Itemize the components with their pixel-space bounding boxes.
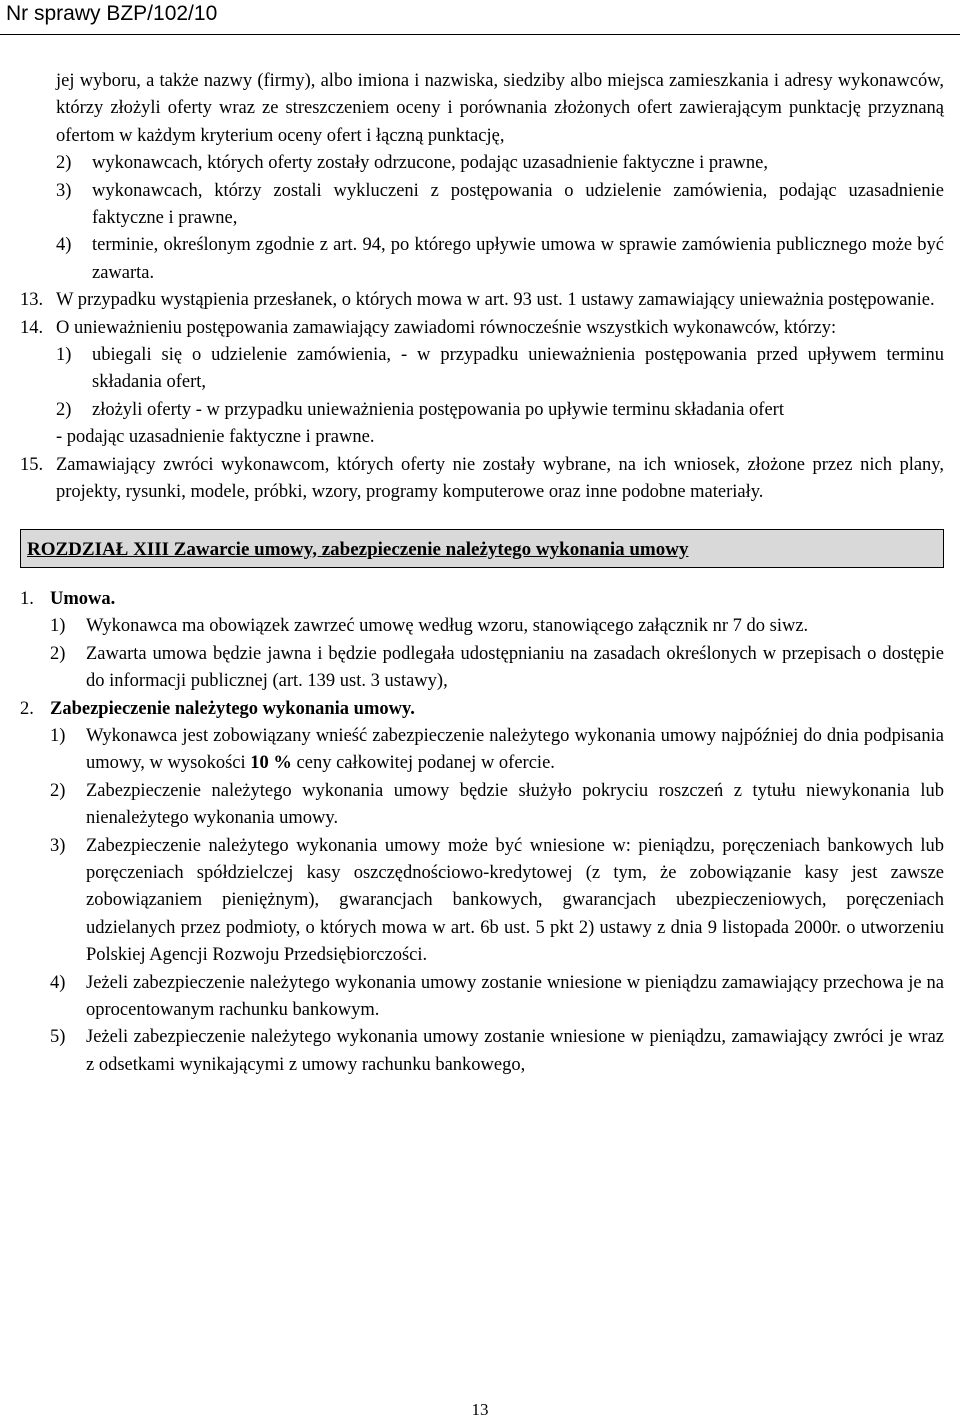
paragraph-body xyxy=(56,315,944,452)
section-title: Umowa. xyxy=(50,588,116,609)
list-text-part: Wykonawca jest zobowiązany wnieść zabezpieczenie należytego wykonania umowy najpóźniej do dnia podpisania umowy, w wysokości xyxy=(86,725,944,774)
list-item xyxy=(50,1024,944,1079)
paragraph-15 xyxy=(20,452,944,507)
list-text: wykonawcach, których oferty zostały odrzucone, podając uzasadnienie faktyczne i prawne, xyxy=(92,153,768,174)
list-item xyxy=(56,150,944,177)
section-1-list xyxy=(50,613,944,695)
running-header: Nr sprawy BZP/102/10 xyxy=(6,2,218,25)
list-number: 1) xyxy=(50,616,66,637)
header-rule xyxy=(0,34,960,35)
list-item xyxy=(50,833,944,970)
list-text xyxy=(86,723,944,778)
list-text: wykonawcach, którzy zostali wykluczeni z postępowania o udzielenie zamówienia, podając uzasadnienie faktyczne i prawne, xyxy=(92,180,944,229)
list-number: 5) xyxy=(50,1027,66,1048)
chapter-title: ROZDZIAŁ XIII Zawarcie umowy, zabezpieczenie należytego wykonania umowy xyxy=(27,538,689,560)
section-2-list xyxy=(50,723,944,1079)
paragraph-13 xyxy=(20,287,944,314)
list-number: 2) xyxy=(56,399,72,420)
list-text: Wykonawca ma obowiązek zawrzeć umowę według wzoru, stanowiącego załącznik nr 7 do siwz. xyxy=(86,616,809,637)
section-number: 1. xyxy=(20,588,34,609)
paragraph-text: Zamawiający zwróci wykonawcom, których oferty nie zostały wybrane, na ich wniosek, złożone przez nich plany, projekty, rysunki, modele, próbki, wzory, programy komputerowe oraz inne podobne materiały. xyxy=(56,454,944,503)
list-number: 4) xyxy=(56,235,72,256)
page-number: 13 xyxy=(471,1400,489,1419)
list-12 xyxy=(56,150,944,287)
list-number: 4) xyxy=(50,972,66,993)
list-text: Zabezpieczenie należytego wykonania umowy może być wniesione w: pieniądzu, poręczeniach bankowych lub poręczeniach spółdzielczej kasy oszczędnościowo-kredytowej (z tym, że zobowiązanie kasy jest zawsze zobowiązaniem pieniężnym), gwarancjach bankowych, gwarancjach ubezpieczeniowych, poręczeniach udzielanych przez podmioty, o których mowa w art. 6b ust. 5 pkt 2) ustawy z dnia 9 listopada 2000r. o utworzeniu Polskiej Agencji Rozwoju Przedsiębiorczości. xyxy=(86,835,944,966)
paragraph-text: O unieważnieniu postępowania zamawiający zawiadomi równocześnie wszystkich wykonawców, którzy: xyxy=(56,317,837,338)
list-item xyxy=(50,778,944,833)
list-item xyxy=(56,232,944,287)
percentage-value: 10 % xyxy=(250,753,292,774)
list-text: złożyli oferty - w przypadku unieważnienia postępowania po upływie terminu składania ofert xyxy=(92,399,784,420)
list-number: 1) xyxy=(50,725,66,746)
list-number: 2) xyxy=(56,153,72,174)
list-text: ubiegali się o udzielenie zamówienia, - w przypadku unieważnienia postępowania przed upływem terminu składania ofert, xyxy=(92,345,944,393)
paragraph-14 xyxy=(20,315,944,452)
list-text: Jeżeli zabezpieczenie należytego wykonania umowy zostanie wniesione w pieniądzu, zamawiający zwróci je wraz z odsetkami wynikającymi z umowy rachunku bankowego, xyxy=(86,1027,944,1075)
list-number: 2) xyxy=(50,643,66,664)
continuation-paragraph xyxy=(20,68,944,150)
paragraph-number: 15. xyxy=(20,454,44,475)
list-text: terminie, określonym zgodnie z art. 94, po którego upływie umowa w sprawie zamówienia publicznego może być zawarta. xyxy=(92,235,944,283)
section-1-heading xyxy=(20,586,944,613)
list-text: Zabezpieczenie należytego wykonania umowy będzie służyło pokryciu roszczeń z tytułu niewykonania lub nienależytego wykonania umowy. xyxy=(86,780,944,829)
list-item xyxy=(50,641,944,696)
paragraph-text: jej wyboru, a także nazwy (firmy), albo imiona i nazwiska, siedziby albo miejsca zamieszkania i adresy wykonawców, którzy złożyli oferty wraz ze streszczeniem oceny i porównania złożonych ofert zawierającym punktację przyznaną ofertom w każdym kryterium oceny ofert i łączną punktację, xyxy=(56,71,944,146)
paragraph-text: W przypadku wystąpienia przesłanek, o których mowa w art. 93 ust. 1 ustawy zamawiający unieważnia postępowanie. xyxy=(56,290,935,311)
list-item xyxy=(56,342,944,397)
list-item xyxy=(50,970,944,1025)
paragraph-tail: - podając uzasadnienie faktyczne i prawne. xyxy=(56,427,375,448)
paragraph-number: 14. xyxy=(20,317,44,338)
list-text: Jeżeli zabezpieczenie należytego wykonania umowy zostanie wniesione w pieniądzu zamawiający przechowa je na oprocentowanym rachunku bankowym. xyxy=(86,972,944,1020)
list-number: 2) xyxy=(50,780,66,801)
list-item xyxy=(50,613,944,640)
list-item xyxy=(56,178,944,233)
list-text-part: ceny całkowitej podanej w ofercie. xyxy=(291,753,555,774)
section-number: 2. xyxy=(20,698,34,719)
list-text: Zawarta umowa będzie jawna i będzie podlegała udostępnianiu na zasadach określonych w przepisach o dostępie do informacji publicznej (art. 139 ust. 3 ustawy), xyxy=(86,643,944,692)
document-body xyxy=(20,68,944,1079)
chapter-heading xyxy=(20,529,944,568)
list-number: 3) xyxy=(56,180,72,201)
list-item xyxy=(56,397,944,424)
section-title: Zabezpieczenie należytego wykonania umowy. xyxy=(50,698,415,719)
list-item xyxy=(50,723,944,778)
section-2-heading xyxy=(20,696,944,723)
list-number: 3) xyxy=(50,835,66,856)
list-number: 1) xyxy=(56,345,72,366)
paragraph-number: 13. xyxy=(20,290,44,311)
